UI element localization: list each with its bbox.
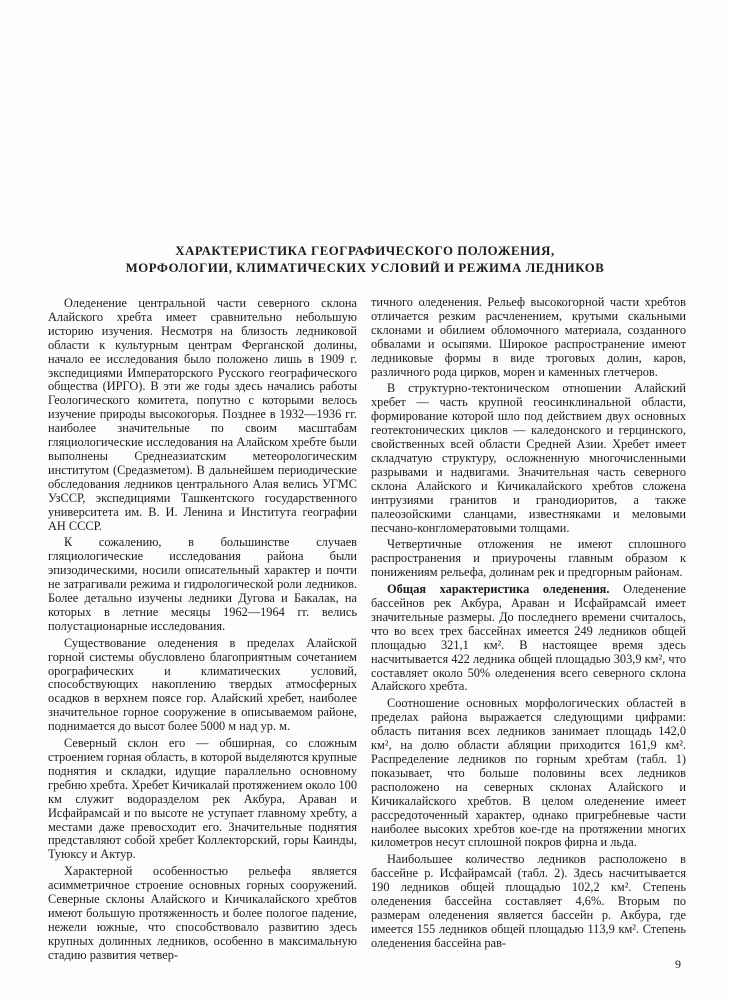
left-column xyxy=(48,297,357,966)
title-line-1: ХАРАКТЕРИСТИКА ГЕОГРАФИЧЕСКОГО ПОЛОЖЕНИЯ, xyxy=(175,244,555,258)
paragraph-continued: тичного оледенения. Рельеф высокогорной части хребтов отличается резким расчленением, крутыми скальными склонами и обилием обломочного материала, созданного обвалами и осыпями. Широкое распространение имеют ледниковые формы в виде троговых долин, каров, различного рода цирков, морен и каменных глетчеров. xyxy=(371,295,686,379)
paragraph: Четвертичные отложения не имеют сплошного распространения и приурочены главным образом к понижениям рельефа, долинам рек и предгорным районам. xyxy=(371,537,686,580)
run-in-heading: Общая характеристика оледенения. xyxy=(387,582,610,597)
paragraph: Соотношение основных морфологических областей в пределах района выражается следующими цифрами: область питания всех ледников занимает площадь 142,0 км², на долю области абляции приходится 161,9 км². Распределение ледников по горным хребтам (табл. 1) показывает, что больше половины всех ледников расположено на северных склонах Алайского и Кичикалайского хребтов. В целом оледенение имеет рассредоточенный характер, однако пригребневые части наиболее высоких хребтов кое-где на протяжении многих километров несут сплошной покров фирна и льда. xyxy=(371,696,686,850)
section-title xyxy=(40,243,690,277)
paragraph: К сожалению, в большинстве случаев гляциологические исследования района были эпизодическими, носили описательный характер и почти не затрагивали режима и гидрологической роли ледников. Более детально изучены ледники Дугова и Бакалак, на которых в летние месяцы 1962—1964 гг. велись полустационарные исследования. xyxy=(48,535,357,633)
paragraph: Оледенение центральной части северного склона Алайского хребта имеет сравнительно небольшую историю изучения. Несмотря на близость ледниковой области к культурным центрам Ферганской долины, начало ее исследования было положено лишь в 1909 г. экспедициями Императорского Русского географического общества (ИРГО). В эти же годы здесь начались работы Геологического комитета, попутно с которыми велось изучение природы высокогорья. Позднее в 1932—1936 гг. наиболее значительные по своим масштабам гляциологические исследования на Алайском хребте были выполнены Среднеазиатским метеорологическим институтом (Средазметом). В дальнейшем периодические обследования ледников центрального Алая велись УГМС УзССР, экспедициями Ташкентского государственного университета им. В. И. Ленина и Института географии АН СССР. xyxy=(48,296,357,533)
paragraph: Существование оледенения в пределах Алайской горной системы обусловлено благоприятным сочетанием орографических и климатических условий, способствующих накоплению твердых атмосферных осадков в верхнем поясе гор. Алайский хребет, наиболее значительное горное сооружение в описываемом районе, поднимается до высот более 5000 м над ур. м. xyxy=(48,635,357,734)
page-number: 9 xyxy=(675,957,681,971)
paragraph: Характерной особенностью рельефа является асимметричное строение основных горных сооружений. Северные склоны Алайского и Кичикалайского хребтов имеют большую протяженность и более пологое падение, нежели южные, что способствовало развитию здесь крупных долинных ледников, особенно в максимальную стадию развития четвер- xyxy=(48,864,357,962)
paragraph: Северный склон его — обширная, со сложным строением горная область, в которой выделяются крупные поднятия и складки, идущие параллельно основному гребню хребта. Хребет Кичикалай протяжением около 100 км служит водоразделом рек Акбура, Араван и Исфайрамсай и по высоте не уступает главному хребту, а местами даже превосходит его. Значительные поднятия представляют собой хребет Коллекторский, горы Каинды, Туюксу и Актур. xyxy=(48,736,357,862)
right-column xyxy=(371,296,686,954)
paragraph: Наибольшее количество ледников расположено в бассейне р. Исфайрамсай (табл. 2). Здесь насчитывается 190 ледников общей площадью 102,2 км². Степень оледенения бассейна составляет 4,6%. Вторым по размерам оледенения является бассейн р. Акбура, где имеется 155 ледников общей площадью 113,9 км². Степень оледенения бассейна рав- xyxy=(371,852,686,950)
paragraph: В структурно-тектоническом отношении Алайский хребет — часть крупной геосинклинальной области, формирование которой шло под действием двух основных геотектонических циклов — каледонского и герцинского, свойственных всей области Средней Азии. Хребет имеет складчатую структуру, осложненную многочисленными разрывами и надвигами. Значительная часть северного склона Алайского и Кичикалайского хребтов сложена интрузиями гранитов и гранодиоритов, а также палеозойскими сланцами, известняками и меловыми песчано-конгломератовыми толщами. xyxy=(371,381,686,535)
paragraph-with-heading xyxy=(371,583,686,694)
paragraph-text: Оледенение бассейнов рек Акбура, Араван и Исфайрамсай имеет значительные размеры. До последнего времени считалось, что во всех трех бассейнах имеется 249 ледников общей площадью 321,1 км². В настоящее время здесь насчитывается 422 ледника общей площадью 303,9 км², что составляет около 50% оледенения всего северного склона Алайского хребта. xyxy=(371,582,686,694)
title-line-2: МОРФОЛОГИИ, КЛИМАТИЧЕСКИХ УСЛОВИЙ И РЕЖИМА ЛЕДНИКОВ xyxy=(125,261,605,275)
